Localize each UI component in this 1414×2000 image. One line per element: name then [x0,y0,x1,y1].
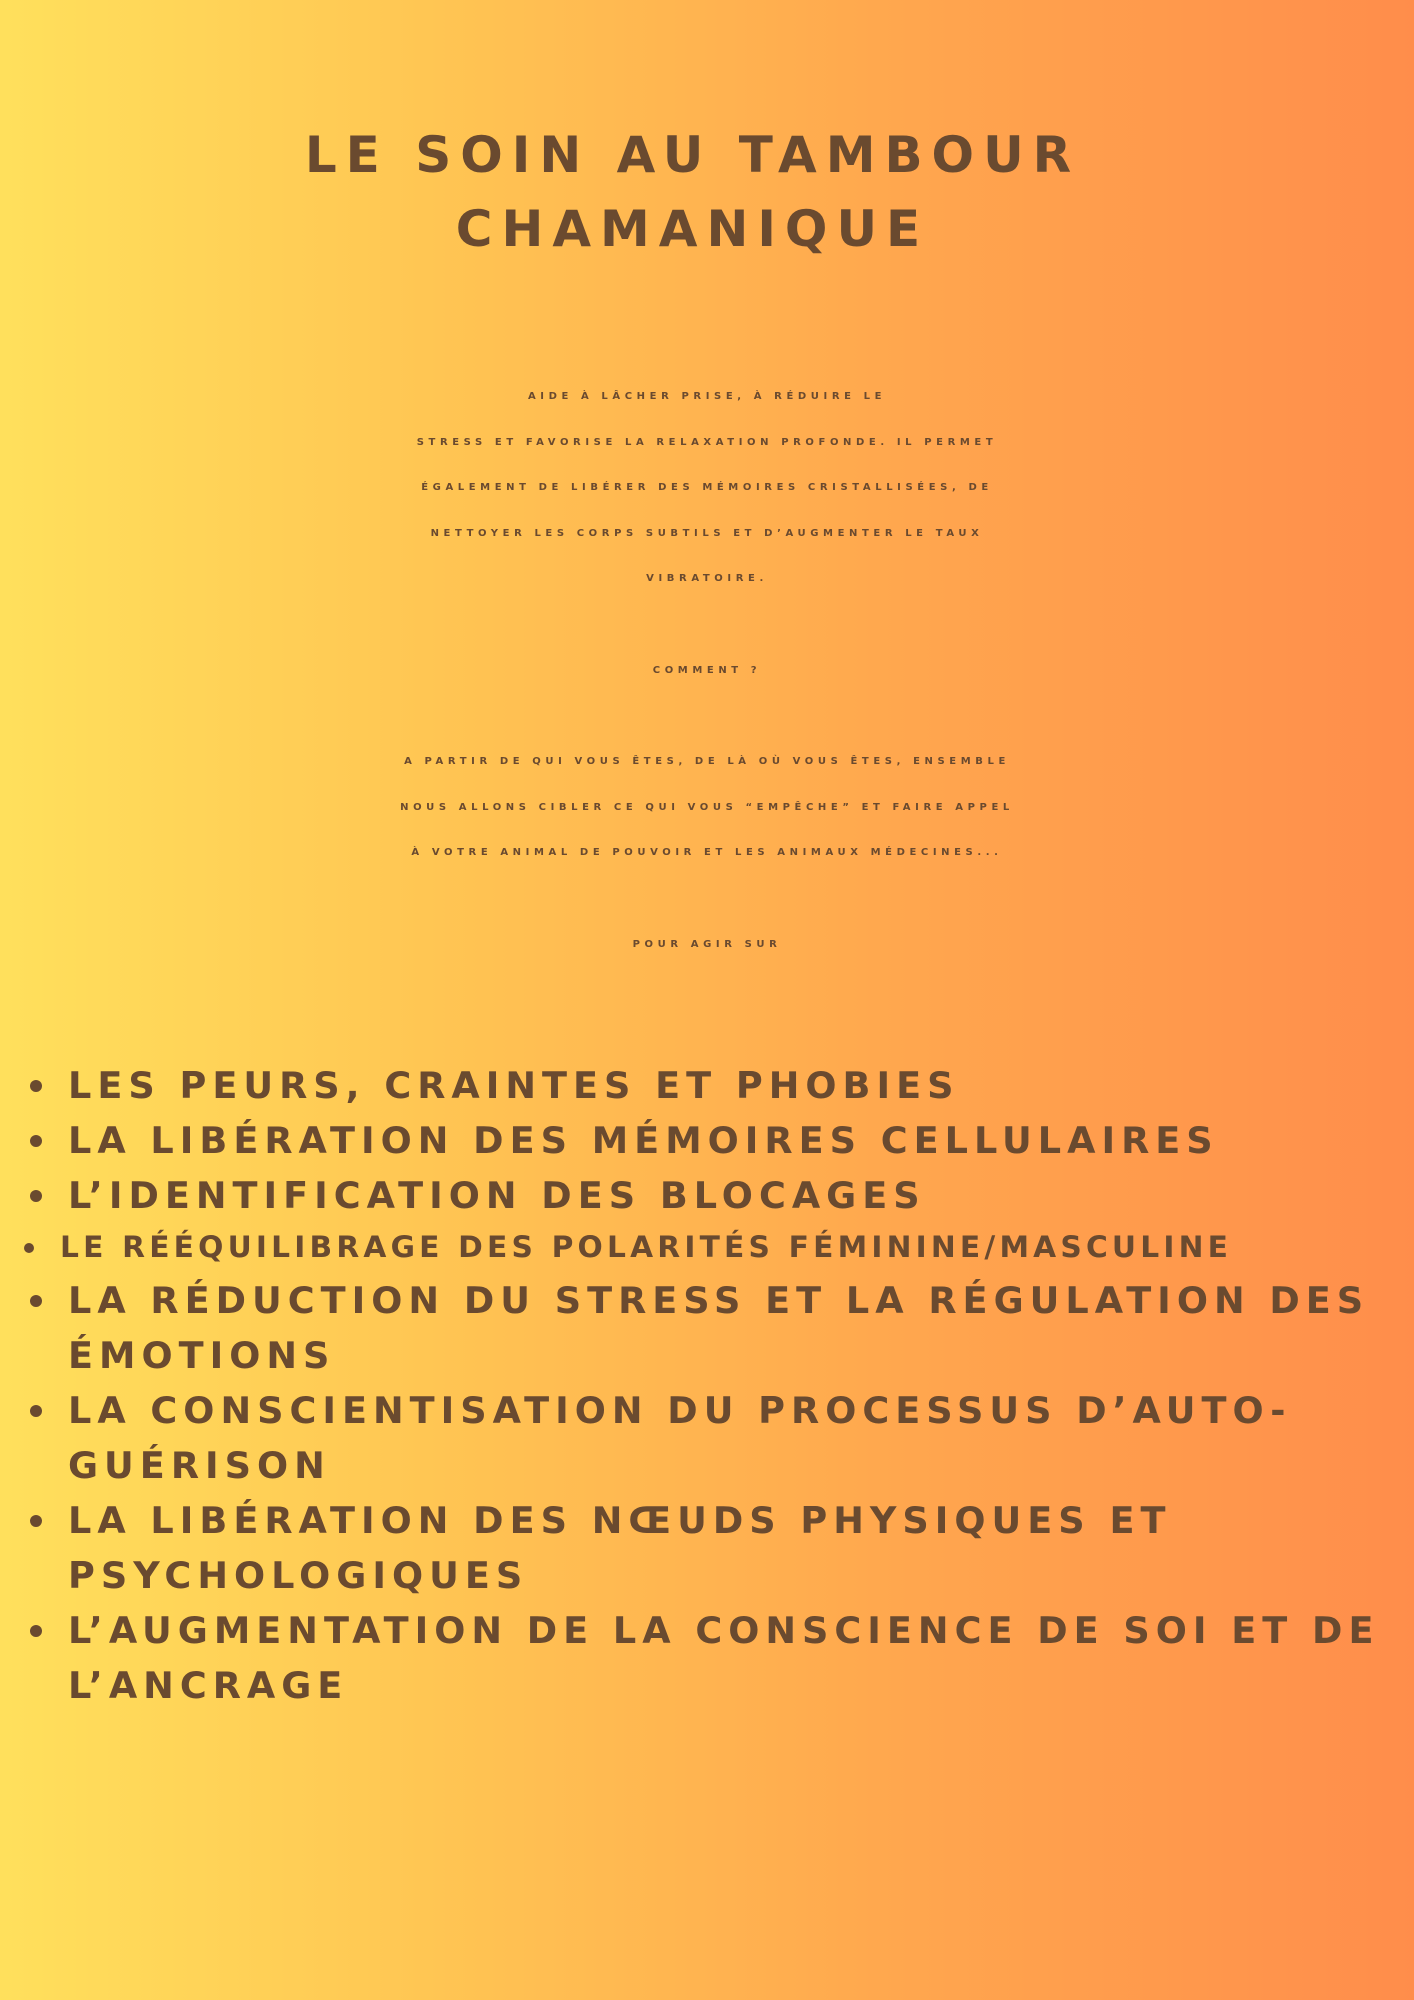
list-item-text: ÉMOTIONS [68,1334,336,1377]
benefits-list [20,1058,1414,1713]
bullet-icon [30,1190,42,1202]
list-item-text: LA LIBÉRATION DES MÉMOIRES CELLULAIRES [68,1119,1219,1162]
intro-paragraph [0,374,1414,602]
list-item [20,1113,1414,1168]
title-line: LE SOIN AU TAMBOUR [304,126,1081,184]
list-item [20,1493,1414,1603]
approach-line: A PARTIR DE QUI VOUS ÊTES, DE LÀ OÙ VOUS ÊTES, ENSEMBLE [404,756,1010,767]
list-item [20,1168,1414,1223]
list-item-text: LA CONSCIENTISATION DU PROCESSUS D’AUTO- [68,1389,1292,1432]
approach-line: À VOTRE ANIMAL DE POUVOIR ET LES ANIMAUX MÉDECINES... [411,847,1003,858]
comment-heading-text: COMMENT ? [652,665,762,676]
bullet-icon [24,1243,34,1253]
approach-paragraph [0,739,1414,876]
list-item [20,1058,1414,1113]
intro-line: ÉGALEMENT DE LIBÉRER DES MÉMOIRES CRISTALLISÉES, DE [421,482,993,493]
list-item-text: L’AUGMENTATION DE LA CONSCIENCE DE SOI ET DE [68,1609,1380,1652]
intro-line: NETTOYER LES CORPS SUBTILS ET D’AUGMENTER LE TAUX [430,527,984,539]
list-item-text: LES PEURS, CRAINTES ET PHOBIES [68,1064,960,1107]
agir-heading [0,922,1414,968]
bullet-icon [30,1405,42,1417]
intro-line: VIBRATOIRE. [646,573,768,584]
list-item-text: L’IDENTIFICATION DES BLOCAGES [68,1174,926,1217]
intro-line: AIDE À LÂCHER PRISE, À RÉDUIRE LE [527,391,887,402]
list-item [20,1383,1414,1493]
bullet-icon [30,1080,42,1092]
list-item-text: GUÉRISON [68,1444,331,1487]
list-item-text: LA LIBÉRATION DES NŒUDS PHYSIQUES ET [68,1499,1172,1542]
comment-heading [0,648,1414,694]
list-item-text: L’ANCRAGE [68,1664,349,1707]
bullet-icon [30,1625,42,1637]
intro-line: STRESS ET FAVORISE LA RELAXATION PROFONDE. IL PERMET [416,436,998,448]
bullet-icon [30,1515,42,1527]
bullet-icon [30,1295,42,1307]
list-item [20,1603,1414,1713]
bullet-icon [30,1135,42,1147]
list-item-text: LA RÉDUCTION DU STRESS ET LA RÉGULATION DES [68,1279,1370,1322]
list-item-text: LE RÉÉQUILIBRAGE DES POLARITÉS FÉMININE/MASCULINE [60,1230,1233,1265]
list-item [20,1273,1414,1383]
list-item-text: PSYCHOLOGIQUES [68,1554,529,1597]
list-item [20,1223,1414,1273]
agir-heading-text: POUR AGIR SUR [632,939,782,950]
title-line: CHAMANIQUE [455,200,930,258]
approach-line: NOUS ALLONS CIBLER CE QUI VOUS “EMPÊCHE” ET FAIRE APPEL [400,801,1014,813]
page-title [0,118,1385,266]
